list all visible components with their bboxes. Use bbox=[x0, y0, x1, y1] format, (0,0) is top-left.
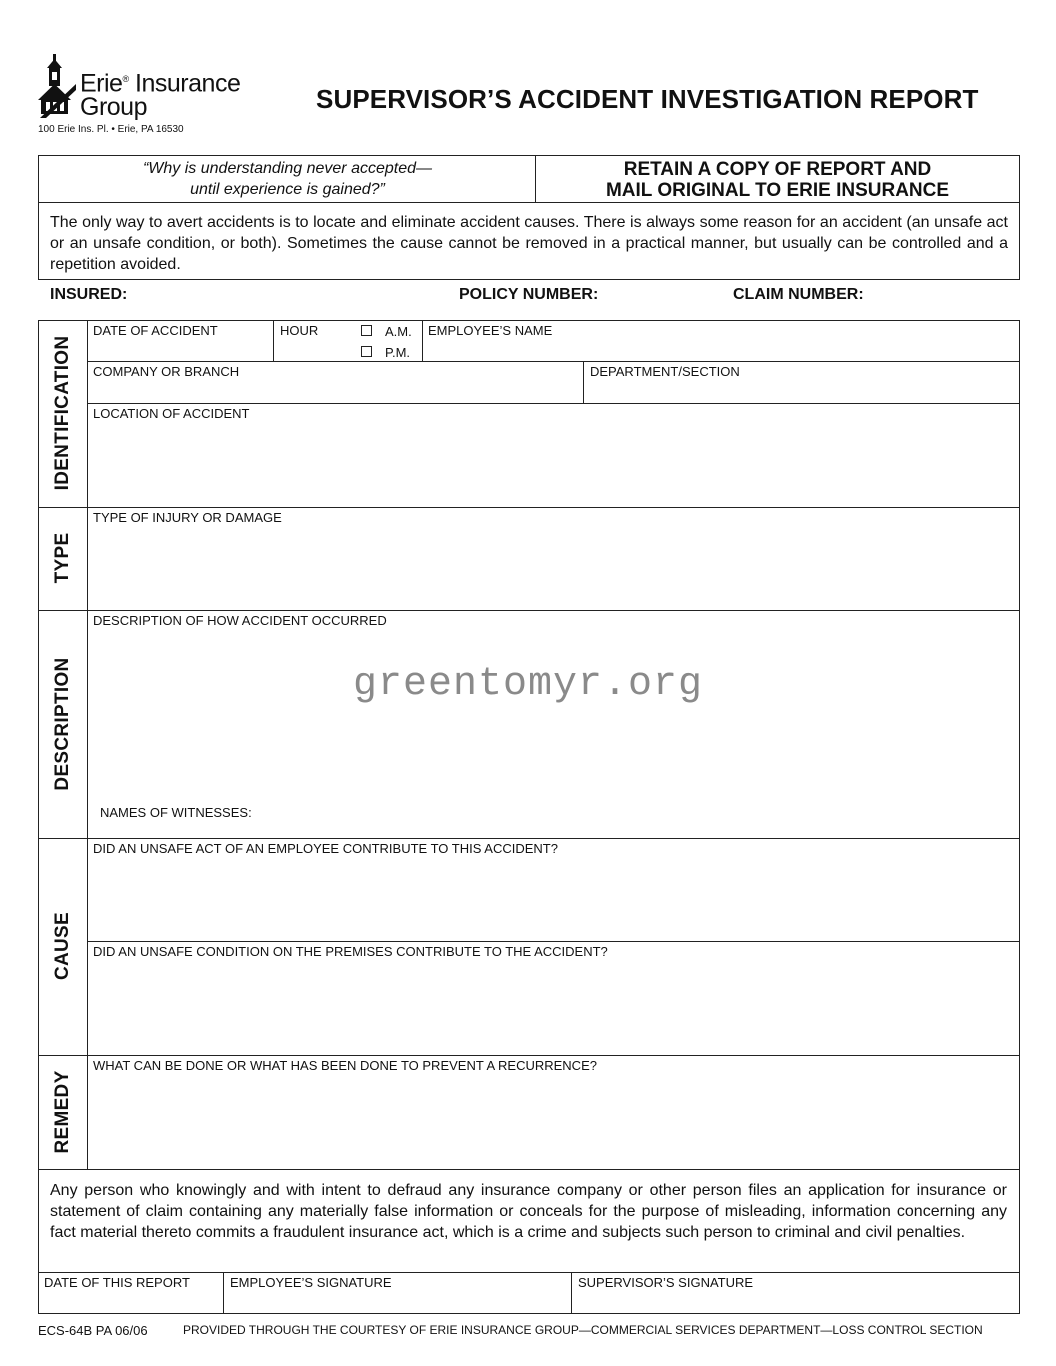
hour-input[interactable] bbox=[275, 338, 355, 360]
company-branch-input[interactable] bbox=[88, 380, 582, 402]
retain-notice: RETAIN A COPY OF REPORT AND MAIL ORIGINAL TO ERIE INSURANCE bbox=[605, 159, 950, 201]
document-title: SUPERVISOR’S ACCIDENT INVESTIGATION REPORT bbox=[316, 84, 979, 114]
policy-number-input[interactable] bbox=[614, 284, 726, 306]
quote-text: “Why is understanding never accepted— until experience is gained?” bbox=[142, 160, 433, 198]
supervisor-signature-input[interactable] bbox=[573, 1291, 1018, 1313]
hour-label: HOUR bbox=[280, 323, 319, 338]
pm-label: P.M. bbox=[385, 345, 411, 360]
prevention-label: WHAT CAN BE DONE OR WHAT HAS BEEN DONE TO PREVENT A RECURRENCE? bbox=[93, 1058, 597, 1073]
date-report-label: DATE OF THIS REPORT bbox=[44, 1275, 190, 1290]
unsafe-act-label: DID AN UNSAFE ACT OF AN EMPLOYEE CONTRIBUTE TO THIS ACCIDENT? bbox=[93, 841, 558, 856]
employee-signature-label: EMPLOYEE’S SIGNATURE bbox=[230, 1275, 392, 1290]
intro-box bbox=[38, 202, 1020, 280]
company-branch-label: COMPANY OR BRANCH bbox=[93, 364, 240, 379]
am-label: A.M. bbox=[385, 324, 412, 339]
location-label: LOCATION OF ACCIDENT bbox=[93, 406, 250, 421]
building-logo-icon bbox=[38, 54, 78, 122]
employee-name-label: EMPLOYEE’S NAME bbox=[428, 323, 553, 338]
injury-type-label: TYPE OF INJURY OR DAMAGE bbox=[93, 510, 282, 525]
description-input[interactable] bbox=[88, 630, 1018, 798]
company-name: Erie® Insurance Group bbox=[80, 69, 241, 122]
location-input[interactable] bbox=[88, 423, 1018, 505]
description-label: DESCRIPTION OF HOW ACCIDENT OCCURRED bbox=[93, 613, 387, 628]
prevention-input[interactable] bbox=[88, 1075, 1018, 1167]
policy-number-label: POLICY NUMBER: bbox=[459, 286, 599, 303]
date-report-input[interactable] bbox=[40, 1291, 222, 1313]
department-label: DEPARTMENT/SECTION bbox=[590, 364, 740, 379]
date-of-accident-input[interactable] bbox=[88, 338, 272, 360]
am-checkbox[interactable] bbox=[361, 325, 372, 336]
supervisor-signature-label: SUPERVISOR’S SIGNATURE bbox=[578, 1275, 754, 1290]
date-of-accident-label: DATE OF ACCIDENT bbox=[93, 323, 218, 338]
insured-label: INSURED: bbox=[50, 286, 128, 303]
claim-number-input[interactable] bbox=[876, 284, 1016, 306]
quote-box bbox=[38, 155, 536, 203]
insured-input[interactable] bbox=[134, 284, 450, 306]
employee-signature-input[interactable] bbox=[225, 1291, 570, 1313]
department-input[interactable] bbox=[585, 380, 1018, 402]
company-address: 100 Erie Ins. Pl. • Erie, PA 16530 bbox=[38, 124, 184, 135]
injury-type-input[interactable] bbox=[88, 527, 1018, 608]
erie-logo bbox=[38, 52, 258, 124]
pm-checkbox[interactable] bbox=[361, 346, 372, 357]
fraud-notice: Any person who knowingly and with intent to defraud any insurance company or other person files an application for insurance or statement of claim containing any materially false information or conceals for the purpose of misleading, information concerning any fact material thereto commits a fraudulent insurance act, which is a crime and subjects such person to criminal and civil penalties. bbox=[50, 1182, 1007, 1241]
claim-number-label: CLAIM NUMBER: bbox=[733, 286, 864, 303]
unsafe-act-input[interactable] bbox=[88, 858, 1018, 939]
witnesses-label: NAMES OF WITNESSES: bbox=[100, 805, 252, 820]
intro-text: The only way to avert accidents is to locate and eliminate accident causes. There is always some reason for an accident (an unsafe act or an unsafe condition, or both). Sometimes the cause cannot be removed in a practical manner, but usually can be controlled and a repetition avoided. bbox=[50, 214, 1008, 273]
form-code: ECS-64B PA 06/06 bbox=[38, 1323, 148, 1338]
retain-notice-box bbox=[535, 155, 1020, 203]
unsafe-condition-input[interactable] bbox=[88, 961, 1018, 1053]
witnesses-input[interactable] bbox=[262, 800, 1018, 836]
courtesy-line: PROVIDED THROUGH THE COURTESY OF ERIE INSURANCE GROUP—COMMERCIAL SERVICES DEPARTMENT—LOSS CONTROL SECTION bbox=[183, 1323, 983, 1337]
watermark: greentomyr.org bbox=[352, 662, 704, 707]
unsafe-condition-label: DID AN UNSAFE CONDITION ON THE PREMISES CONTRIBUTE TO THE ACCIDENT? bbox=[93, 944, 608, 959]
employee-name-input[interactable] bbox=[424, 338, 1018, 360]
